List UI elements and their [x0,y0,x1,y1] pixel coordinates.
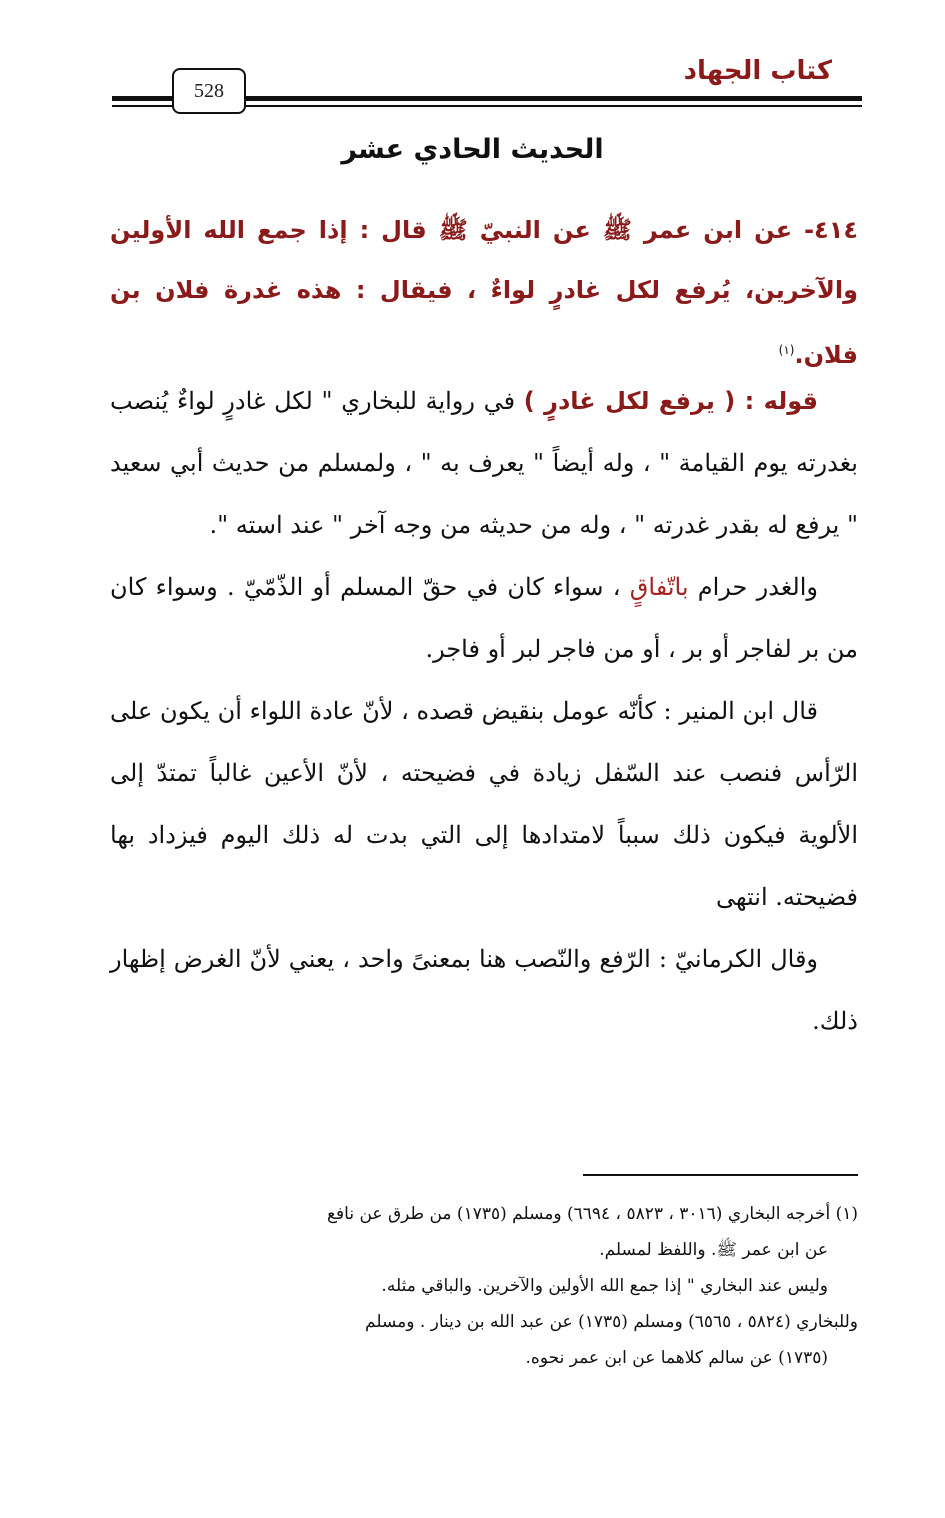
commentary-paragraph-2 [110,556,858,680]
commentary [110,370,858,1052]
footnote-line-2: عن ابن عمر ﷺ. واللفظ لمسلم. [599,1240,828,1260]
footnote-separator [583,1174,858,1176]
hadith-text [110,200,858,385]
footnote-line-3: وليس عند البخاري " إذا جمع الله الأولين والآخرين. والباقي مثله. [381,1276,828,1296]
page-header [112,48,862,118]
commentary-paragraph-4: وقال الكرمانيّ : الرّفع والنّصب هنا بمعنىً واحد ، يعني لأنّ الغرض إظهار ذلك. [110,945,858,1035]
commentary-paragraph-1 [110,370,858,556]
quoted-phrase: قوله : ( يرفع لكل غادرٍ ) [523,387,818,415]
footnote-line-4: وللبخاري (٥٨٢٤ ، ٦٥٦٥) ومسلم (١٧٣٥) عن عبد الله بن دينار . ومسلم [365,1312,858,1332]
commentary-paragraph-3: قال ابن المنير : كأنّه عومل بنقيض قصده ، لأنّ عادة اللواء أن يكون على الرّأس فنصب عند السّفل زيادة في فضيحته ، لأنّ الأعين غالباً تمتدّ إلى الألوية فيكون ذلك سبباً لامتدادها إلى التي بدت له ذلك اليوم فيزداد بها فضيحته. انتهى [110,697,858,911]
book-title: كتاب الجهاد [683,56,832,86]
paragraph-1-text: في رواية للبخاري " لكل غادرٍ لواءٌ يُنصب بغدرته يوم القيامة " ، وله أيضاً " يعرف به " ، ولمسلم من حديث أبي سعيد " يرفع له بقدر غدرته " ، وله من حديثه من وجه آخر " عند استه ". [110,387,858,539]
footnote-line-5: (١٧٣٥) عن سالم كلاهما عن ابن عمر نحوه. [525,1348,828,1368]
footnote-line-1: (١) أخرجه البخاري (٣٠١٦ ، ٥٨٢٣ ، ٦٦٩٤) ومسلم (١٧٣٥) من طرق عن نافع [327,1204,858,1224]
hadith-heading: الحديث الحادي عشر [341,134,604,165]
page-number: 528 [172,68,246,114]
paragraph-2-text-b: ، سواء كان في حقّ المسلم أو الذّمّيّ . وسواء كان من بر لفاجر أو بر ، أو من فاجر لبر أو فاجر. [110,573,858,663]
footnotes [110,1196,858,1376]
paragraph-2-text-a: والغدر حرام [688,573,818,601]
hadith-body: ٤١٤- عن ابن عمر ﷺ عن النبيّ ﷺ قال : إذا جمع الله الأولين والآخرين، يُرفع لكل غادرٍ لواءٌ ، فيقال : هذه غدرة فلان بن فلان. [110,216,858,369]
footnote-ref[interactable]: (١) [778,343,795,357]
highlighted-word: باتّفاقٍ [629,573,689,601]
